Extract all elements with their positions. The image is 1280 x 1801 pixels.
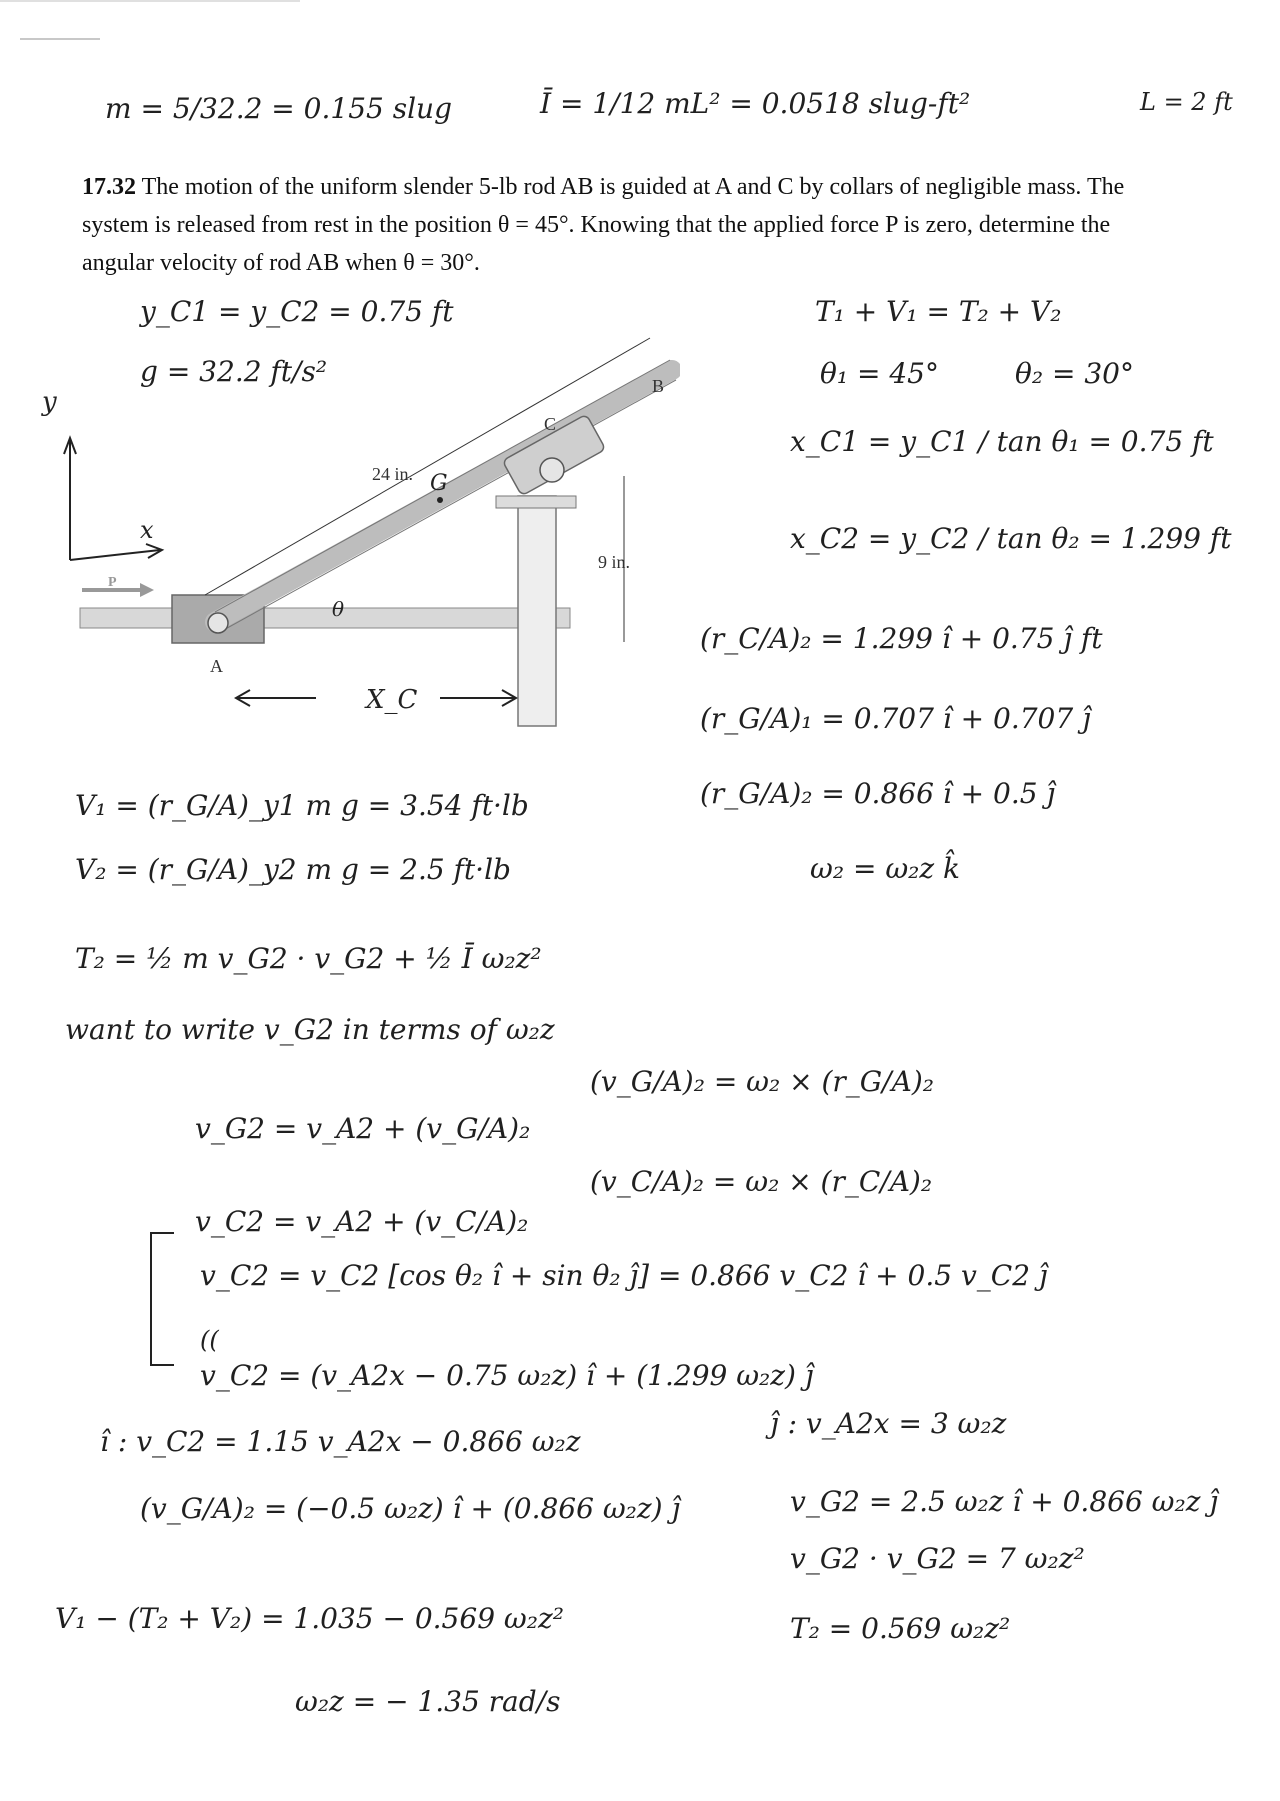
v1-note: V₁ = (r_G/A)_y1 m g = 3.54 ft·lb — [75, 789, 529, 822]
rca-note: (r_C/A)₂ = 1.299 î + 0.75 ĵ ft — [700, 622, 1103, 655]
vga-def-note: (v_G/A)₂ = ω₂ × (r_G/A)₂ — [590, 1065, 934, 1098]
problem-statement — [82, 168, 1142, 282]
label-b: B — [652, 376, 665, 396]
g-note: g = 32.2 ft/s² — [140, 355, 328, 388]
label-a: A — [210, 656, 223, 676]
vga-result-note: (v_G/A)₂ = (−0.5 ω₂z) î + (0.866 ω₂z) ĵ — [140, 1492, 681, 1525]
length-note: L = 2 ft — [1140, 88, 1233, 116]
t2-result-note: T₂ = 0.569 ω₂z² — [790, 1612, 1011, 1645]
label-theta: θ — [332, 597, 345, 621]
omega-note: ω₂ = ω₂z k̂ — [810, 852, 960, 885]
j-component-eq: ĵ : v_A2x = 3 ω₂z — [770, 1407, 1007, 1440]
problem-text: The motion of the uniform slender 5-lb rod AB is guided at A and C by collars of negligible mass. The system is released from rest in the position θ = 45°. Knowing that the applied force P is zero, determine the angular velocity of rod AB when θ = 30°. — [82, 174, 1125, 276]
scan-mark-top — [0, 0, 300, 2]
label-g: G — [430, 471, 448, 496]
mass-note: m = 5/32.2 = 0.155 slug — [105, 92, 453, 125]
vg2-result-note: v_G2 = 2.5 ω₂z î + 0.866 ω₂z ĵ — [790, 1485, 1219, 1518]
label-xc: X_C — [366, 685, 418, 715]
pin-c — [540, 458, 564, 482]
support-top — [496, 496, 576, 508]
pin-a — [208, 613, 228, 633]
rga2-note: (r_G/A)₂ = 0.866 î + 0.5 ĵ — [700, 777, 1056, 810]
problem-number: 17.32 — [82, 174, 136, 200]
label-9in: 9 in. — [598, 552, 631, 572]
vg2-note: v_G2 = v_A2 + (v_G/A)₂ — [195, 1112, 531, 1145]
dim-24in — [205, 338, 650, 595]
rga1-note: (r_G/A)₁ = 0.707 î + 0.707 ĵ — [700, 702, 1091, 735]
mechanism-figure — [40, 330, 680, 750]
v2-note: V₂ = (r_G/A)_y2 m g = 2.5 ft·lb — [75, 853, 511, 886]
support-post — [518, 496, 556, 726]
point-g — [437, 497, 443, 503]
ditto-mark: (( — [200, 1326, 219, 1354]
vc2-direction-note: v_C2 = v_C2 [cos θ₂ î + sin θ₂ ĵ] = 0.866 v_C2 î + 0.5 v_C2 ĵ — [200, 1259, 1048, 1292]
vc2-component-note: v_C2 = (v_A2x − 0.75 ω₂z) î + (1.299 ω₂z) ĵ — [200, 1359, 814, 1392]
label-24in: 24 in. — [372, 464, 414, 484]
axis-y-label: y — [42, 387, 57, 417]
inertia-note: Ī = 1/12 mL² = 0.0518 slug-ft² — [540, 87, 971, 120]
want-note: want to write v_G2 in terms of ω₂z — [65, 1013, 555, 1046]
theta1-note: θ₁ = 45° — [820, 357, 939, 390]
rod-ab — [215, 370, 672, 622]
xc1-note: x_C1 = y_C1 / tan θ₁ = 0.75 ft — [790, 425, 1214, 458]
i-component-eq: î : v_C2 = 1.15 v_A2x − 0.866 ω₂z — [100, 1425, 581, 1458]
vg2-dot-note: v_G2 · v_G2 = 7 ω₂z² — [790, 1542, 1085, 1575]
scan-mark — [20, 38, 100, 40]
energy-result-note: V₁ − (T₂ + V₂) = 1.035 − 0.569 ω₂z² — [55, 1602, 564, 1635]
axis-x-label: x — [140, 516, 154, 544]
rod-ab-edge2 — [220, 380, 676, 632]
t2-note: T₂ = ½ m v_G2 · v_G2 + ½ Ī ω₂z² — [75, 942, 542, 975]
bracket — [150, 1232, 174, 1366]
label-c: C — [544, 414, 557, 434]
force-p-label: P — [108, 575, 117, 590]
vc2-note: v_C2 = v_A2 + (v_C/A)₂ — [195, 1205, 529, 1238]
force-p-head — [140, 583, 154, 597]
x-axis-line — [70, 550, 160, 560]
vca-def-note: (v_C/A)₂ = ω₂ × (r_C/A)₂ — [590, 1165, 933, 1198]
energy-equation: T₁ + V₁ = T₂ + V₂ — [815, 295, 1062, 328]
xc2-note: x_C2 = y_C2 / tan θ₂ = 1.299 ft — [790, 522, 1232, 555]
guide-rod — [80, 608, 570, 628]
answer-note: ω₂z = − 1.35 rad/s — [295, 1685, 561, 1718]
theta2-note: θ₂ = 30° — [1015, 357, 1134, 390]
yc-note: y_C1 = y_C2 = 0.75 ft — [140, 295, 454, 328]
